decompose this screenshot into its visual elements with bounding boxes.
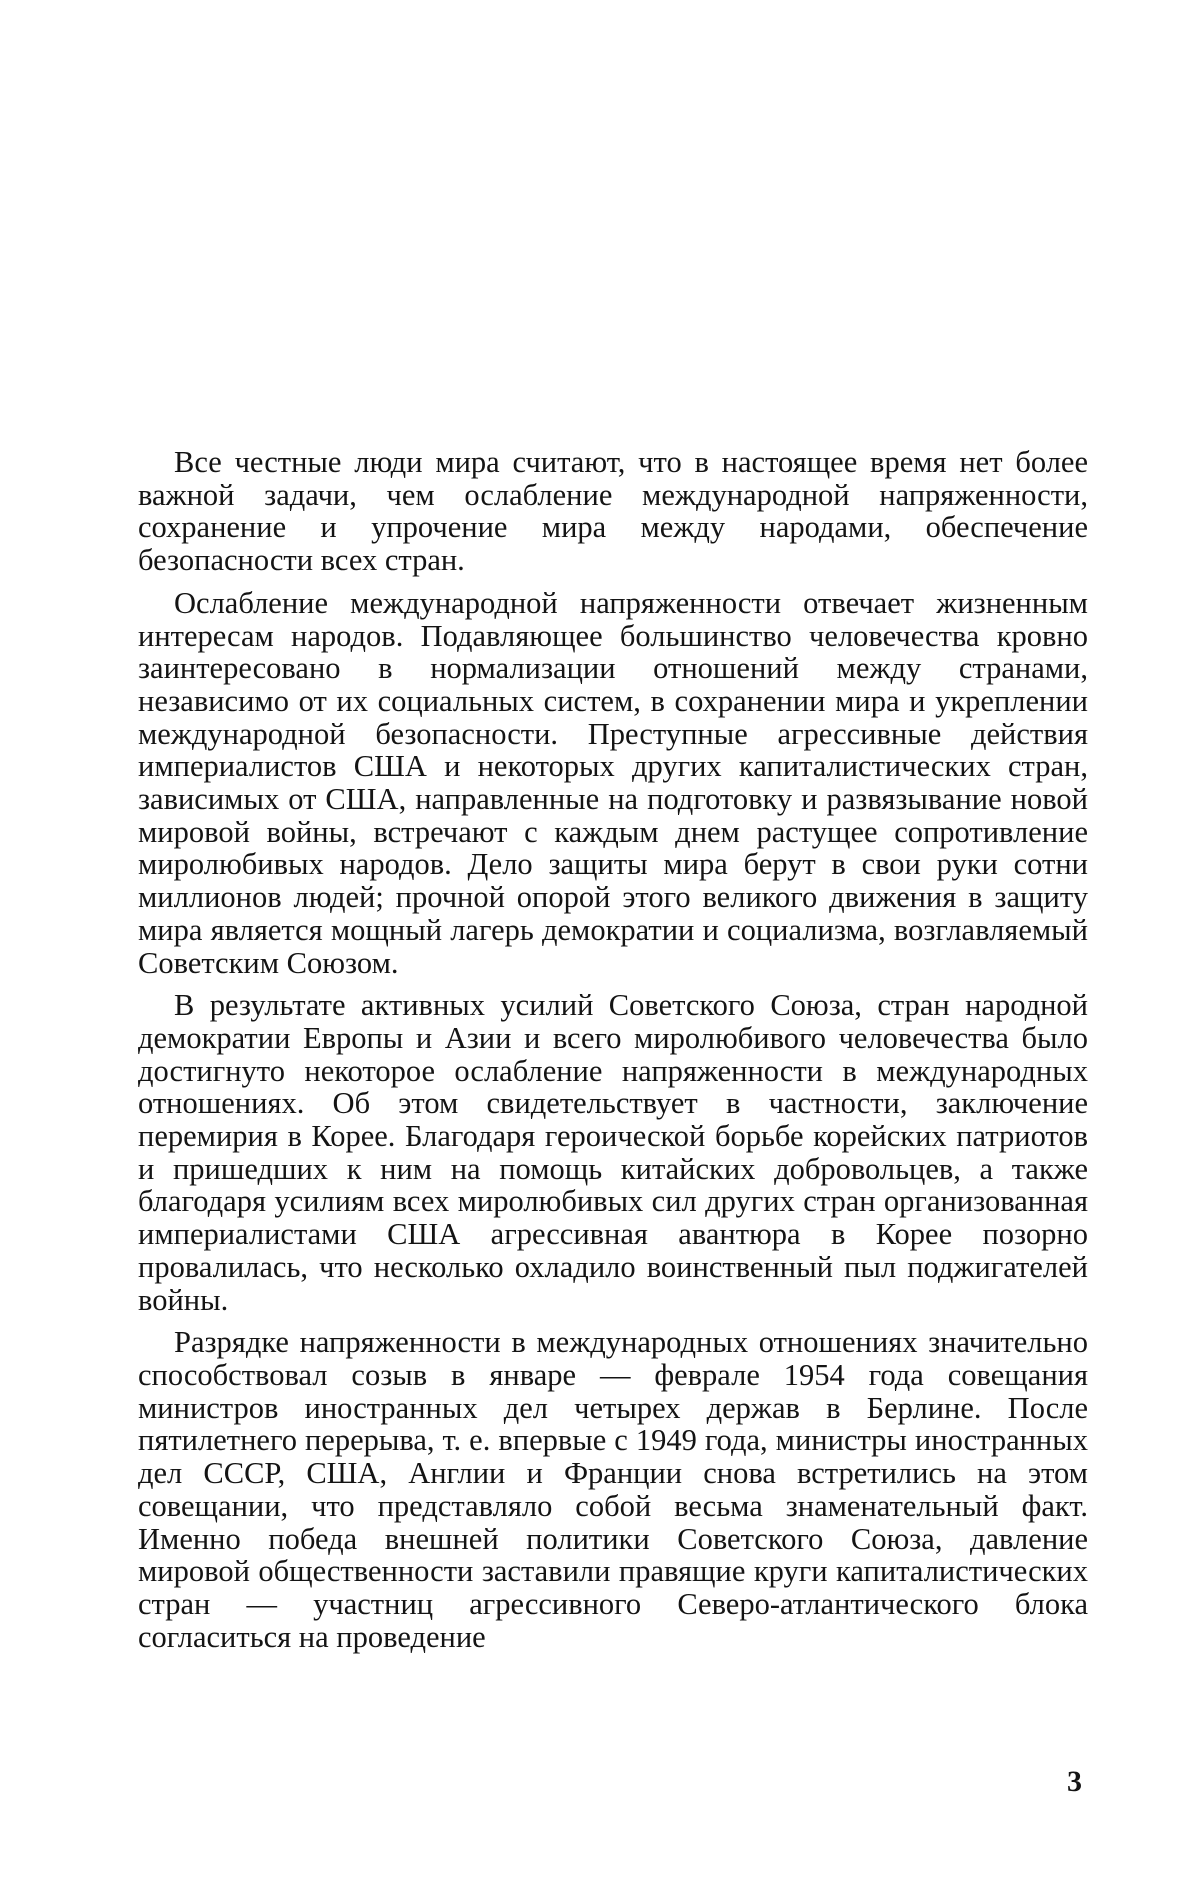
book-page xyxy=(0,0,1200,1897)
paragraph-4: Разрядке напряженности в международных отношениях значительно способствовал созыв в январе — феврале 1954 года совещания министров иностранных дел четырех держав в Берлине. После пятилетнего перерыва, т. е. впервые с 1949 года, министры иностранных дел СССР, США, Англии и Франции снова встретились на этом совещании, что представляло собой весьма знаменательный факт. Именно победа внешней политики Советского Союза, давление мировой общественности заставили правящие круги капиталистических стран — участниц агрессивного Северо-атлантического блока согласиться на проведение xyxy=(138,1326,1088,1653)
page-number: 3 xyxy=(1067,1765,1082,1799)
paragraph-2: Ослабление международной напряженности отвечает жизненным интересам народов. Подавляющее большинство человечества кровно заинтересовано в нормализации отношений между странами, независимо от их социальных систем, в сохранении мира и укреплении международной безопасности. Преступные агрессивные действия империалистов США и некоторых других капиталистических стран, зависимых от США, направленные на подготовку и развязывание новой мировой войны, встречают с каждым днем растущее сопротивление миролюбивых народов. Дело защиты мира берут в свои руки сотни миллионов людей; прочной опорой этого великого движения в защиту мира является мощный лагерь демократии и социализма, возглавляемый Советским Союзом. xyxy=(138,587,1088,979)
body-text xyxy=(138,446,1088,1653)
paragraph-3: В результате активных усилий Советского Союза, стран народной демократии Европы и Азии и всего миролюбивого человечества было достигнуто некоторое ослабление напряженности в международных отношениях. Об этом свидетельствует в частности, заключение перемирия в Корее. Благодаря героической борьбе корейских патриотов и пришедших к ним на помощь китайских добровольцев, а также благодаря усилиям всех миролюбивых сил других стран организованная империалистами США агрессивная авантюра в Корее позорно провалилась, что несколько охладило воинственный пыл поджигателей войны. xyxy=(138,989,1088,1316)
paragraph-1: Все честные люди мира считают, что в настоящее время нет более важной задачи, чем ослабление международной напряженности, сохранение и упрочение мира между народами, обеспечение безопасности всех стран. xyxy=(138,446,1088,577)
